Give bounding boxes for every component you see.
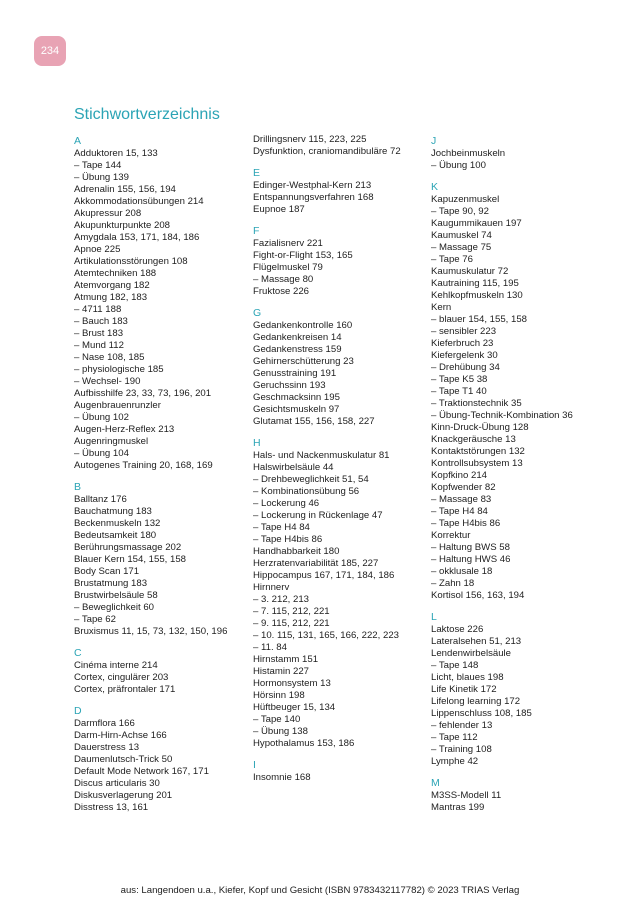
section-letter: F (253, 225, 260, 237)
index-entry: Amygdala 153, 171, 184, 186 (74, 232, 200, 243)
index-entry: Akupressur 208 (74, 208, 142, 219)
index-entry: Kapuzenmuskel (431, 194, 500, 205)
index-entry: Akupunkturpunkte 208 (74, 220, 171, 231)
index-entry: Insomnie 168 (253, 772, 311, 783)
index-section (253, 166, 421, 216)
index-entry: – Wechsel- 190 (74, 376, 141, 387)
index-entry: Disstress 13, 161 (74, 802, 149, 813)
index-entry: – Tape H4 84 (431, 506, 488, 517)
index-entry: – Nase 108, 185 (74, 352, 145, 363)
page-title: Stichwortverzeichnis (74, 106, 220, 123)
index-entry: Hirnstamm 151 (253, 654, 319, 665)
index-entry: Bruxismus 11, 15, 73, 132, 150, 196 (74, 626, 228, 637)
index-entry: Korrektur (431, 530, 471, 541)
index-entry: – Tape 90, 92 (431, 206, 489, 217)
index-entry: – Traktionstechnik 35 (431, 398, 522, 409)
index-section (431, 610, 611, 768)
index-entry: – Tape 62 (74, 614, 116, 625)
index-entry: Berührungsmassage 202 (74, 542, 182, 553)
index-entry: Darmflora 166 (74, 718, 135, 729)
section-letter: J (431, 135, 437, 147)
index-entry: – 11. 84 (253, 642, 287, 653)
index-entry: Handhabbarkeit 180 (253, 546, 340, 557)
index-entry: Hypothalamus 153, 186 (253, 738, 355, 749)
index-entry: Body Scan 171 (74, 566, 140, 577)
index-entry: Beckenmuskeln 132 (74, 518, 161, 529)
index-entry: – Haltung BWS 58 (431, 542, 510, 553)
index-section (431, 776, 611, 814)
index-section (431, 134, 611, 172)
index-entry: Kortisol 156, 163, 194 (431, 590, 525, 601)
index-entry: – Drehbeweglichkeit 51, 54 (253, 474, 369, 485)
index-entry: Lippenschluss 108, 185 (431, 708, 532, 719)
index-entry: Cinéma interne 214 (74, 660, 158, 671)
index-entry: Jochbeinmuskeln (431, 148, 506, 159)
index-entry: – Tape 148 (431, 660, 479, 671)
index-entry: Laktose 226 (431, 624, 484, 635)
index-section (253, 134, 421, 158)
section-letter: M (431, 777, 440, 789)
index-entry: M3SS-Modell 11 (431, 790, 502, 801)
index-entry: Hirnnerv (253, 582, 290, 593)
index-entry: Kaumuskel 74 (431, 230, 492, 241)
index-entry: – Massage 83 (431, 494, 492, 505)
index-entry: – Tape H4 84 (253, 522, 310, 533)
index-entry: – Training 108 (431, 744, 492, 755)
index-entry: Histamin 227 (253, 666, 309, 677)
index-entry: Kaumuskulatur 72 (431, 266, 509, 277)
index-entry: Augenringmuskel (74, 436, 149, 447)
index-entry: Gesichtsmuskeln 97 (253, 404, 340, 415)
index-entry: Edinger-Westphal-Kern 213 (253, 180, 372, 191)
index-entry: – Mund 112 (74, 340, 124, 351)
index-entry: Artikulationsstörungen 108 (74, 256, 188, 267)
index-entry: Lifelong learning 172 (431, 696, 521, 707)
index-entry: – Tape H4bis 86 (253, 534, 323, 545)
index-entry: Akkommodationsübungen 214 (74, 196, 204, 207)
index-entry: Gedankenkontrolle 160 (253, 320, 353, 331)
index-entry: Hippocampus 167, 171, 184, 186 (253, 570, 395, 581)
index-entry: Atmung 182, 183 (74, 292, 148, 303)
index-entry: Entspannungsverfahren 168 (253, 192, 374, 203)
index-entry: Herzratenvariabilität 185, 227 (253, 558, 379, 569)
index-entry: – fehlender 13 (431, 720, 493, 731)
index-entry: Diskusverlagerung 201 (74, 790, 173, 801)
index-entry: Genusstraining 191 (253, 368, 337, 379)
index-entry: Kontrollsubsystem 13 (431, 458, 523, 469)
index-entry: – Massage 80 (253, 274, 314, 285)
index-entry: – Bauch 183 (74, 316, 128, 327)
index-column-3 (431, 134, 611, 822)
index-entry: Default Mode Network 167, 171 (74, 766, 209, 777)
index-entry: – 9. 115, 212, 221 (253, 618, 330, 629)
index-entry: Lateralsehen 51, 213 (431, 636, 522, 647)
index-entry: Aufbisshilfe 23, 33, 73, 196, 201 (74, 388, 212, 399)
page-number-tab: 234 (34, 36, 66, 66)
index-entry: Lymphe 42 (431, 756, 479, 767)
index-entry: – 3. 212, 213 (253, 594, 310, 605)
index-entry: – blauer 154, 155, 158 (431, 314, 528, 325)
index-entry: Eupnoe 187 (253, 204, 305, 215)
index-entry: Kautraining 115, 195 (431, 278, 519, 289)
section-letter: G (253, 307, 262, 319)
index-entry: Augenbrauenrunzler (74, 400, 161, 411)
index-entry: – Tape H4bis 86 (431, 518, 501, 529)
index-entry: Adduktoren 15, 133 (74, 148, 158, 159)
index-entry: Lendenwirbelsäule (431, 648, 512, 659)
index-section (431, 180, 611, 602)
index-entry: – Lockerung 46 (253, 498, 320, 509)
index-entry: – Drehübung 34 (431, 362, 500, 373)
section-letter: L (431, 611, 437, 623)
index-entry: – okklusale 18 (431, 566, 493, 577)
index-entry: – Tape 140 (253, 714, 301, 725)
index-entry: – Übung 138 (253, 726, 308, 737)
index-entry: – Übung 100 (431, 160, 486, 171)
index-entry: Darm-Hirn-Achse 166 (74, 730, 167, 741)
section-letter: E (253, 167, 261, 179)
index-entry: Hörsinn 198 (253, 690, 305, 701)
index-entry: – 4711 188 (74, 304, 122, 315)
index-entry: – Brust 183 (74, 328, 124, 339)
index-entry: Hormonsystem 13 (253, 678, 331, 689)
index-section (253, 224, 421, 298)
index-entry: Adrenalin 155, 156, 194 (74, 184, 176, 195)
section-letter: C (74, 647, 82, 659)
index-entry: – Tape K5 38 (431, 374, 488, 385)
index-entry: – Zahn 18 (431, 578, 475, 589)
index-entry: – Übung-Technik-Kombination 36 (431, 410, 573, 421)
index-entry: Fight-or-Flight 153, 165 (253, 250, 353, 261)
section-letter: A (74, 135, 82, 147)
index-entry: Gehirnerschütterung 23 (253, 356, 354, 367)
index-entry: – sensibler 223 (431, 326, 497, 337)
index-entry: Knackgeräusche 13 (431, 434, 516, 445)
index-entry: – Massage 75 (431, 242, 492, 253)
index-entry: Daumenlutsch-Trick 50 (74, 754, 173, 765)
index-entry: Kiefergelenk 30 (431, 350, 498, 361)
index-entry: Glutamat 155, 156, 158, 227 (253, 416, 375, 427)
index-entry: Hüftbeuger 15, 134 (253, 702, 336, 713)
index-section (74, 134, 244, 472)
index-entry: Fazialisnerv 221 (253, 238, 323, 249)
index-entry: Cortex, cingulärer 203 (74, 672, 169, 683)
index-section (74, 480, 244, 638)
index-entry: Kopfkino 214 (431, 470, 488, 481)
index-entry: Brustatmung 183 (74, 578, 148, 589)
index-entry: Kinn-Druck-Übung 128 (431, 422, 529, 433)
index-entry: Geschmacksinn 195 (253, 392, 340, 403)
index-section (74, 646, 244, 696)
index-entry: – Kombinationsübung 56 (253, 486, 360, 497)
index-entry: Apnoe 225 (74, 244, 121, 255)
index-entry: Cortex, präfrontaler 171 (74, 684, 176, 695)
index-entry: Kopfwender 82 (431, 482, 496, 493)
index-entry: Brustwirbelsäule 58 (74, 590, 158, 601)
section-letter: I (253, 759, 256, 771)
source-footer: aus: Langendoen u.a., Kiefer, Kopf und Gesicht (ISBN 9783432117782) © 2023 TRIAS Verlag (120, 885, 520, 896)
index-entry: – Beweglichkeit 60 (74, 602, 154, 613)
index-entry: Licht, blaues 198 (431, 672, 504, 683)
index-entry: – Tape 112 (431, 732, 478, 743)
section-letter: H (253, 437, 261, 449)
index-entry: – Lockerung in Rückenlage 47 (253, 510, 383, 521)
index-section (253, 436, 421, 750)
index-entry: Discus articularis 30 (74, 778, 160, 789)
index-entry: Autogenes Training 20, 168, 169 (74, 460, 213, 471)
index-entry: – Haltung HWS 46 (431, 554, 511, 565)
index-entry: Gedankenkreisen 14 (253, 332, 342, 343)
index-entry: – Tape 76 (431, 254, 473, 265)
index-entry: Kontaktstörungen 132 (431, 446, 525, 457)
index-entry: Halswirbelsäule 44 (253, 462, 334, 473)
index-entry: – physiologische 185 (74, 364, 164, 375)
index-entry: Geruchssinn 193 (253, 380, 326, 391)
index-entry: Kaugummikauen 197 (431, 218, 522, 229)
index-entry: Augen-Herz-Reflex 213 (74, 424, 175, 435)
index-entry: – Übung 139 (74, 172, 129, 183)
index-entry: – Tape 144 (74, 160, 122, 171)
section-letter: B (74, 481, 82, 493)
index-entry: – Tape T1 40 (431, 386, 487, 397)
index-entry: – 10. 115, 131, 165, 166, 222, 223 (253, 630, 399, 641)
index-entry: Atemvorgang 182 (74, 280, 150, 291)
index-entry: Blauer Kern 154, 155, 158 (74, 554, 187, 565)
index-entry: Drillingsnerv 115, 223, 225 (253, 134, 367, 145)
index-entry: Hals- und Nackenmuskulatur 81 (253, 450, 390, 461)
index-entry: Bedeutsamkeit 180 (74, 530, 157, 541)
index-entry: Atemtechniken 188 (74, 268, 157, 279)
index-entry: Dysfunktion, craniomandibuläre 72 (253, 146, 401, 157)
index-entry: Flügelmuskel 79 (253, 262, 323, 273)
index-entry: Bauchatmung 183 (74, 506, 152, 517)
index-column-1 (74, 134, 244, 822)
index-entry: Dauerstress 13 (74, 742, 140, 753)
index-entry: Mantras 199 (431, 802, 485, 813)
index-entry: Life Kinetik 172 (431, 684, 497, 695)
section-letter: K (431, 181, 439, 193)
index-entry: Fruktose 226 (253, 286, 309, 297)
index-section (253, 306, 421, 428)
index-entry: – 7. 115, 212, 221 (253, 606, 330, 617)
index-entry: – Übung 102 (74, 412, 129, 423)
index-section (253, 758, 421, 784)
index-entry: Gedankenstress 159 (253, 344, 342, 355)
index-entry: Kern (431, 302, 452, 313)
index-entry: Kehlkopfmuskeln 130 (431, 290, 523, 301)
index-column-2 (253, 134, 421, 792)
section-letter: D (74, 705, 82, 717)
index-entry: Kieferbruch 23 (431, 338, 494, 349)
index-section (74, 704, 244, 814)
index-entry: Balltanz 176 (74, 494, 127, 505)
index-entry: – Übung 104 (74, 448, 129, 459)
